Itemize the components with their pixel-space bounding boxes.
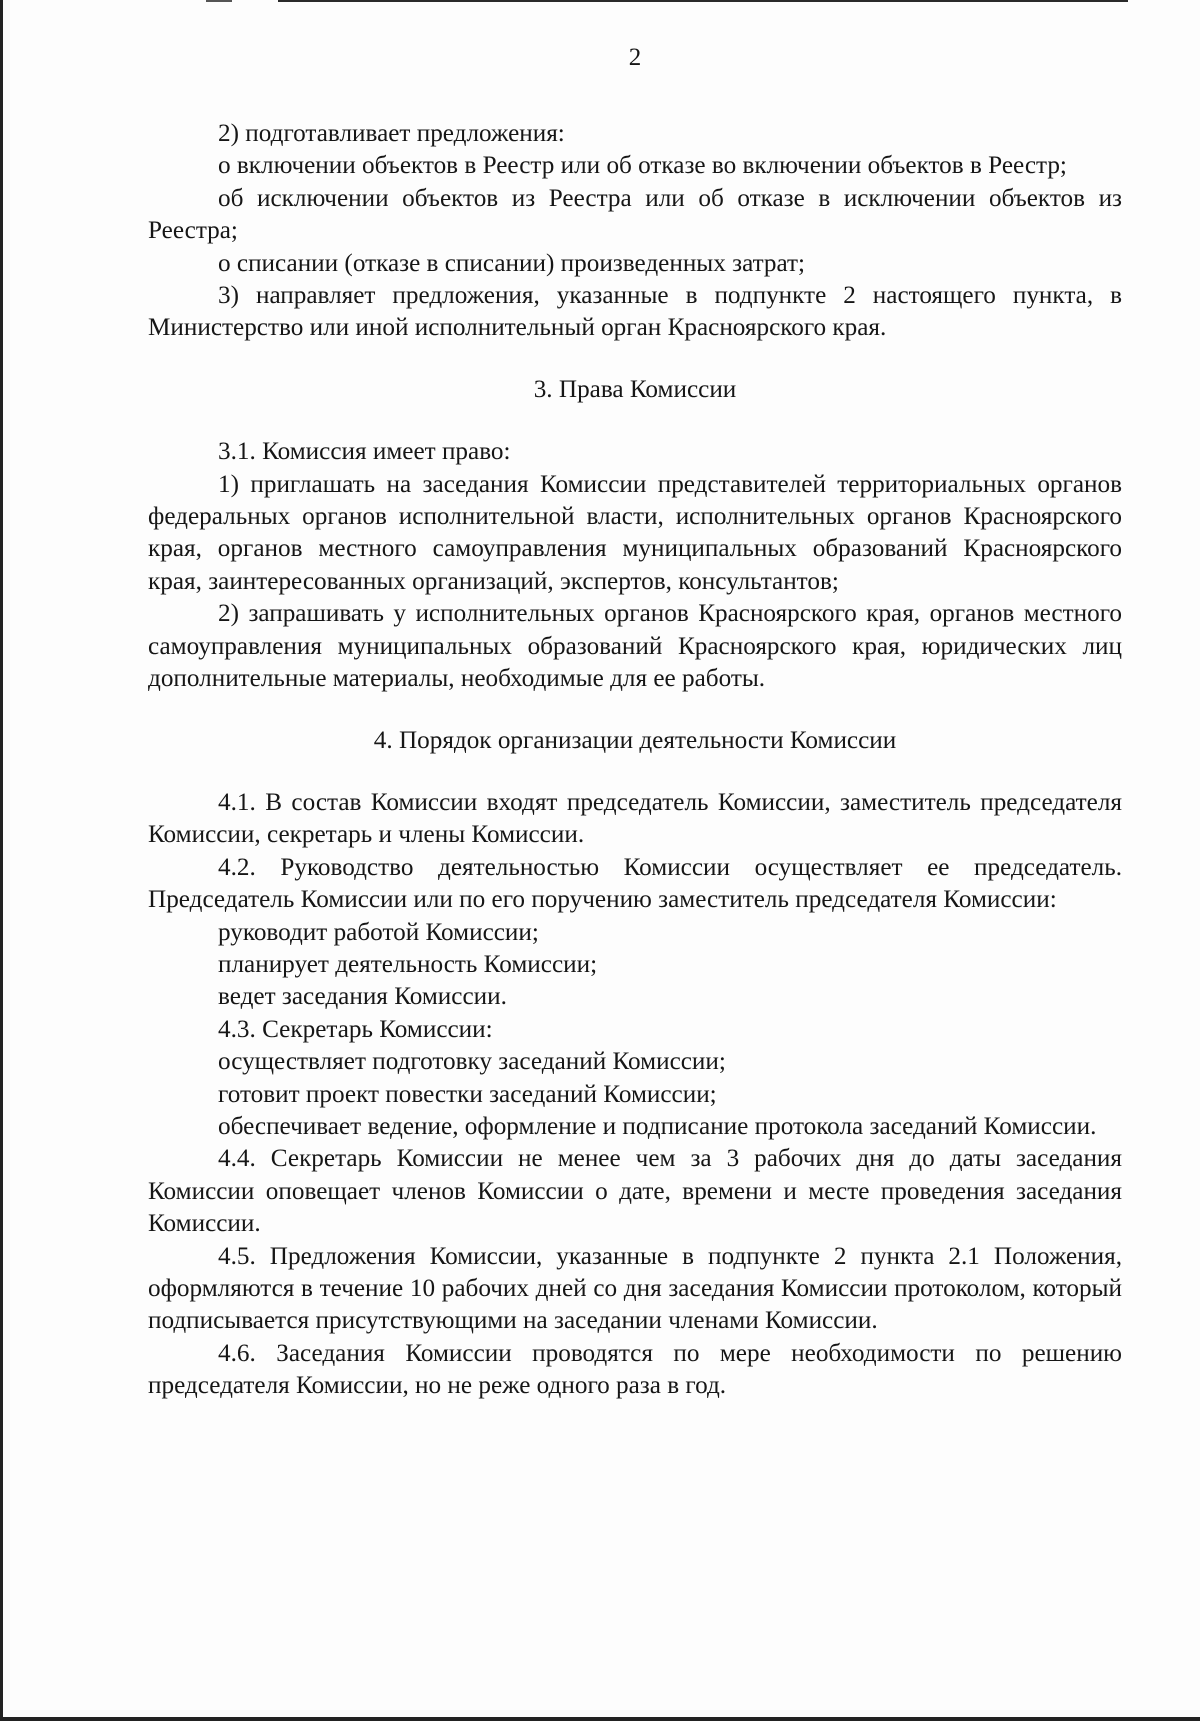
paragraph-4-2: 4.2. Руководство деятельностью Комиссии осуществляет ее председатель. Председатель Комиссии или по его поручению заместитель председателя Комиссии: (148, 853, 1122, 914)
paragraph-4-2-b: планирует деятельность Комиссии; (218, 950, 598, 978)
paragraph-3-1-2: 2) запрашивать у исполнительных органов Красноярского края, органов местного самоуправления муниципальных образований Красноярского края, юридических лиц дополнительные материалы, необходимые для ее работы. (148, 600, 1122, 693)
paragraph-2-2: 2) подготавливает предложения: (218, 120, 565, 147)
page-number: 2 (628, 44, 642, 71)
scan-artifact-top-line (278, 0, 1128, 2)
paragraph-exclude-objects: об исключении объектов из Реестра или об отказе в исключении объектов из Реестра; (148, 184, 1122, 245)
paragraph-4-6: 4.6. Заседания Комиссии проводятся по мере необходимости по решению председателя Комиссии, но не реже одного раза в год. (148, 1339, 1122, 1400)
paragraph-include-objects: о включении объектов в Реестр или об отказе во включении объектов в Реестр; (218, 152, 1067, 180)
paragraph-4-3-c: обеспечивает ведение, оформление и подписание протокола заседаний Комиссии. (218, 1112, 1097, 1140)
document-body (148, 118, 1122, 1403)
paragraph-3-1: 3.1. Комиссия имеет право: (218, 438, 511, 466)
section-3-heading: 3. Права Комиссии (533, 375, 737, 403)
scan-artifact-left-edge (0, 0, 3, 1721)
paragraph-4-3-a: осуществляет подготовку заседаний Комиссии; (218, 1048, 726, 1076)
paragraph-2-3: 3) направляет предложения, указанные в подпункте 2 настоящего пункта, в Министерство или иной исполнительный орган Красноярского края. (148, 282, 1122, 342)
paragraph-4-3-b: готовит проект повестки заседаний Комиссии; (218, 1080, 717, 1108)
paragraph-4-1: 4.1. В состав Комиссии входят председатель Комиссии, заместитель председателя Комиссии, секретарь и члены Комиссии. (148, 788, 1122, 849)
scan-artifact-top-tick (206, 0, 232, 2)
paragraph-4-5: 4.5. Предложения Комиссии, указанные в подпункте 2 пункта 2.1 Положения, оформляются в течение 10 рабочих дней со дня заседания Комиссии протоколом, который подписывается присутствующими на заседании членами Комиссии. (148, 1242, 1122, 1335)
paragraph-write-off: о списании (отказе в списании) произведенных затрат; (218, 249, 806, 277)
section-4-heading: 4. Порядок организации деятельности Комиссии (373, 726, 897, 754)
paragraph-4-2-c: ведет заседания Комиссии. (218, 983, 507, 1011)
scan-artifact-bottom-edge (0, 1717, 1200, 1721)
paragraph-3-1-1: 1) приглашать на заседания Комиссии представителей территориальных органов федеральных органов исполнительной власти, исполнительных органов Красноярского края, органов местного самоуправления муниципальных образований Красноярского края, заинтересованных организаций, экспертов, консультантов; (148, 470, 1122, 595)
paragraph-4-4: 4.4. Секретарь Комиссии не менее чем за 3 рабочих дня до даты заседания Комиссии оповещает членов Комиссии о дате, времени и месте проведения заседания Комиссии. (148, 1145, 1122, 1238)
paragraph-4-3: 4.3. Секретарь Комиссии: (218, 1015, 493, 1043)
paragraph-4-2-a: руководит работой Комиссии; (218, 918, 539, 946)
